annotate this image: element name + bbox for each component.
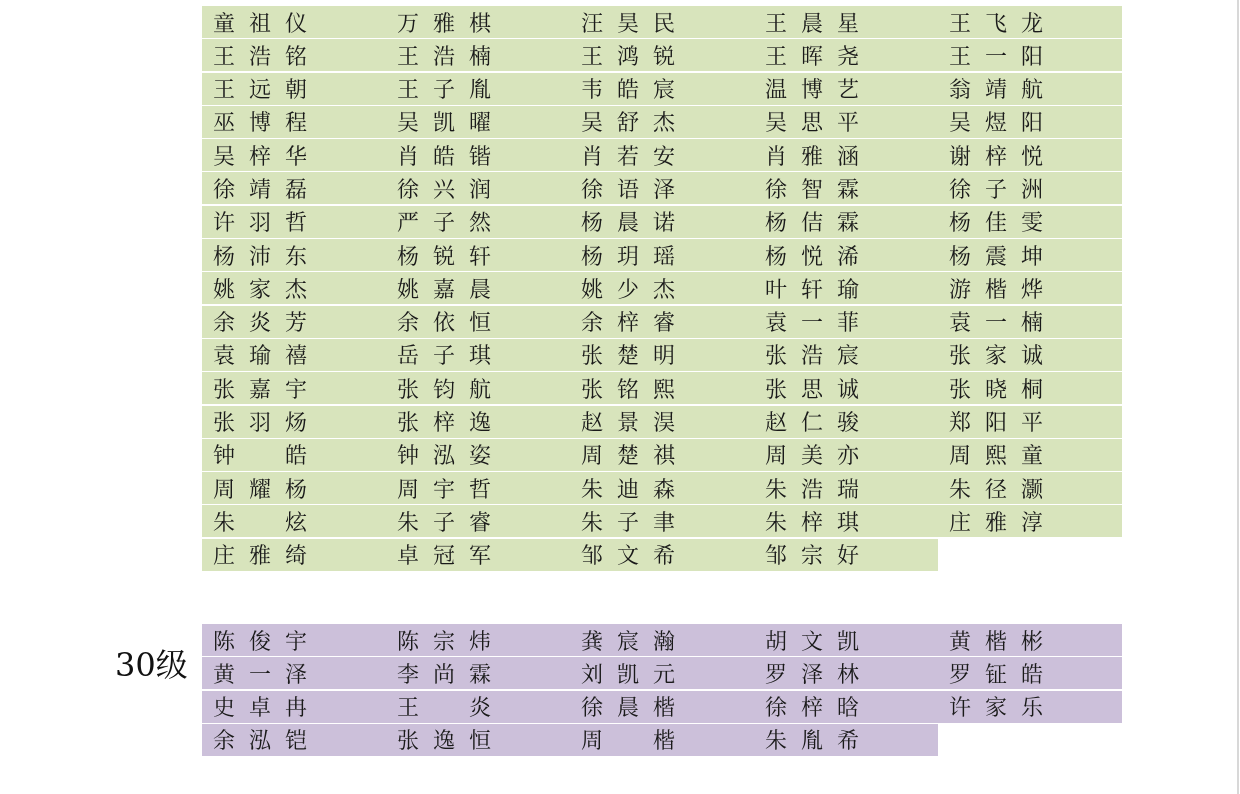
- name-cell: [938, 724, 1122, 756]
- name-cell: 温 博 艺: [754, 73, 938, 105]
- name-cell: 万 雅 棋: [386, 6, 570, 38]
- name-cell: 许 羽 哲: [202, 206, 386, 238]
- name-cell: 李 尚 霖: [386, 657, 570, 689]
- name-cell: 张 浩 宸: [754, 339, 938, 371]
- name-cell: 王 远 朝: [202, 73, 386, 105]
- name-cell: 肖 皓 锴: [386, 139, 570, 171]
- name-cell: 周 耀 杨: [202, 472, 386, 504]
- name-cell: 徐 子 洲: [938, 172, 1122, 204]
- name-cell: 朱 胤 希: [754, 724, 938, 756]
- page-edge-divider: [1237, 0, 1239, 794]
- name-cell: 肖 若 安: [570, 139, 754, 171]
- name-cell: 姚 嘉 晨: [386, 272, 570, 304]
- name-cell: 王 炎: [386, 691, 570, 723]
- name-cell: 罗 泽 林: [754, 657, 938, 689]
- name-cell: 朱 浩 瑞: [754, 472, 938, 504]
- name-cell: 杨 佶 霖: [754, 206, 938, 238]
- name-cell: 张 嘉 宇: [202, 372, 386, 404]
- name-cell: 徐 梓 晗: [754, 691, 938, 723]
- name-cell: 吴 思 平: [754, 106, 938, 138]
- name-cell: 韦 皓 宸: [570, 73, 754, 105]
- name-cell: 岳 子 琪: [386, 339, 570, 371]
- table-row: [202, 206, 1046, 239]
- name-cell: 姚 家 杰: [202, 272, 386, 304]
- name-cell: 徐 兴 润: [386, 172, 570, 204]
- name-cell: 谢 梓 悦: [938, 139, 1122, 171]
- name-cell: 陈 俊 宇: [202, 624, 386, 656]
- name-cell: 张 羽 炀: [202, 406, 386, 438]
- name-cell: 周 熙 童: [938, 439, 1122, 471]
- table-row: [202, 272, 1046, 305]
- name-cell: 张 思 诚: [754, 372, 938, 404]
- table-row: [202, 372, 1046, 405]
- name-cell: 庄 雅 淳: [938, 505, 1122, 537]
- name-cell: 赵 仁 骏: [754, 406, 938, 438]
- table-row: [202, 139, 1046, 172]
- name-cell: 周 美 亦: [754, 439, 938, 471]
- name-cell: 庄 雅 绮: [202, 539, 386, 571]
- name-cell: 肖 雅 涵: [754, 139, 938, 171]
- name-cell: 钟 泓 姿: [386, 439, 570, 471]
- name-cell: 张 晓 桐: [938, 372, 1122, 404]
- name-cell: 黄 一 泽: [202, 657, 386, 689]
- name-cell: 罗 钲 皓: [938, 657, 1122, 689]
- table-row: [202, 691, 1046, 724]
- name-table-purple: [202, 624, 1046, 757]
- name-cell: 王 浩 楠: [386, 39, 570, 71]
- name-cell: 张 楚 明: [570, 339, 754, 371]
- name-cell: 巫 博 程: [202, 106, 386, 138]
- name-cell: 游 楷 烨: [938, 272, 1122, 304]
- name-cell: 张 家 诚: [938, 339, 1122, 371]
- name-cell: 袁 一 菲: [754, 306, 938, 338]
- name-cell: 王 晨 星: [754, 6, 938, 38]
- name-cell: 杨 震 坤: [938, 239, 1122, 271]
- name-cell: 朱 炫: [202, 505, 386, 537]
- name-cell: 邹 宗 好: [754, 539, 938, 571]
- table-row: [202, 172, 1046, 205]
- table-row: [202, 472, 1046, 505]
- table-row: [202, 657, 1046, 690]
- name-cell: 邹 文 希: [570, 539, 754, 571]
- name-cell: 杨 悦 浠: [754, 239, 938, 271]
- table-row: [202, 39, 1046, 72]
- table-row: [202, 439, 1046, 472]
- name-cell: 王 子 胤: [386, 73, 570, 105]
- name-cell: 张 逸 恒: [386, 724, 570, 756]
- name-cell: 朱 子 聿: [570, 505, 754, 537]
- name-cell: 杨 玥 瑶: [570, 239, 754, 271]
- name-cell: 朱 子 睿: [386, 505, 570, 537]
- name-cell: 张 钧 航: [386, 372, 570, 404]
- table-row: [202, 505, 1046, 538]
- name-cell: 龚 宸 瀚: [570, 624, 754, 656]
- name-cell: 吴 梓 华: [202, 139, 386, 171]
- grade-label: 30级: [115, 646, 188, 684]
- name-cell: 钟 皓: [202, 439, 386, 471]
- name-cell: 刘 凯 元: [570, 657, 754, 689]
- table-row: [202, 539, 1046, 572]
- name-cell: 童 祖 仪: [202, 6, 386, 38]
- table-row: [202, 624, 1046, 657]
- name-cell: 杨 晨 诺: [570, 206, 754, 238]
- name-cell: 朱 迪 森: [570, 472, 754, 504]
- name-cell: 张 梓 逸: [386, 406, 570, 438]
- table-row: [202, 73, 1046, 106]
- name-cell: 赵 景 淏: [570, 406, 754, 438]
- name-cell: 史 卓 冉: [202, 691, 386, 723]
- name-cell: 徐 智 霖: [754, 172, 938, 204]
- table-row: [202, 339, 1046, 372]
- table-row: [202, 724, 1046, 757]
- name-cell: 周 楚 祺: [570, 439, 754, 471]
- name-cell: 徐 语 泽: [570, 172, 754, 204]
- name-cell: 翁 靖 航: [938, 73, 1122, 105]
- name-cell: 余 泓 铠: [202, 724, 386, 756]
- name-cell: 叶 轩 瑜: [754, 272, 938, 304]
- table-row: [202, 6, 1046, 39]
- name-cell: 卓 冠 军: [386, 539, 570, 571]
- name-cell: 吴 舒 杰: [570, 106, 754, 138]
- name-cell: 黄 楷 彬: [938, 624, 1122, 656]
- name-cell: 周 楷: [570, 724, 754, 756]
- name-cell: 朱 梓 琪: [754, 505, 938, 537]
- name-cell: 王 飞 龙: [938, 6, 1122, 38]
- name-cell: 袁 瑜 禧: [202, 339, 386, 371]
- table-row: [202, 106, 1046, 139]
- name-cell: 袁 一 楠: [938, 306, 1122, 338]
- name-cell: 余 炎 芳: [202, 306, 386, 338]
- name-cell: [938, 539, 1122, 571]
- name-cell: 吴 煜 阳: [938, 106, 1122, 138]
- name-cell: 周 宇 哲: [386, 472, 570, 504]
- name-cell: 许 家 乐: [938, 691, 1122, 723]
- name-cell: 朱 径 灏: [938, 472, 1122, 504]
- name-cell: 严 子 然: [386, 206, 570, 238]
- name-cell: 王 晖 尧: [754, 39, 938, 71]
- name-cell: 王 浩 铭: [202, 39, 386, 71]
- name-cell: 余 梓 睿: [570, 306, 754, 338]
- name-table-green: [202, 6, 1046, 572]
- name-cell: 杨 锐 轩: [386, 239, 570, 271]
- name-cell: 徐 靖 磊: [202, 172, 386, 204]
- name-cell: 王 一 阳: [938, 39, 1122, 71]
- name-cell: 姚 少 杰: [570, 272, 754, 304]
- name-cell: 胡 文 凯: [754, 624, 938, 656]
- table-row: [202, 239, 1046, 272]
- name-cell: 陈 宗 炜: [386, 624, 570, 656]
- table-row: [202, 306, 1046, 339]
- name-cell: 余 依 恒: [386, 306, 570, 338]
- name-cell: 汪 昊 民: [570, 6, 754, 38]
- name-cell: 徐 晨 楷: [570, 691, 754, 723]
- name-cell: 吴 凯 曜: [386, 106, 570, 138]
- name-cell: 杨 佳 雯: [938, 206, 1122, 238]
- table-row: [202, 406, 1046, 439]
- name-cell: 王 鸿 锐: [570, 39, 754, 71]
- name-cell: 张 铭 熙: [570, 372, 754, 404]
- name-cell: 郑 阳 平: [938, 406, 1122, 438]
- name-cell: 杨 沛 东: [202, 239, 386, 271]
